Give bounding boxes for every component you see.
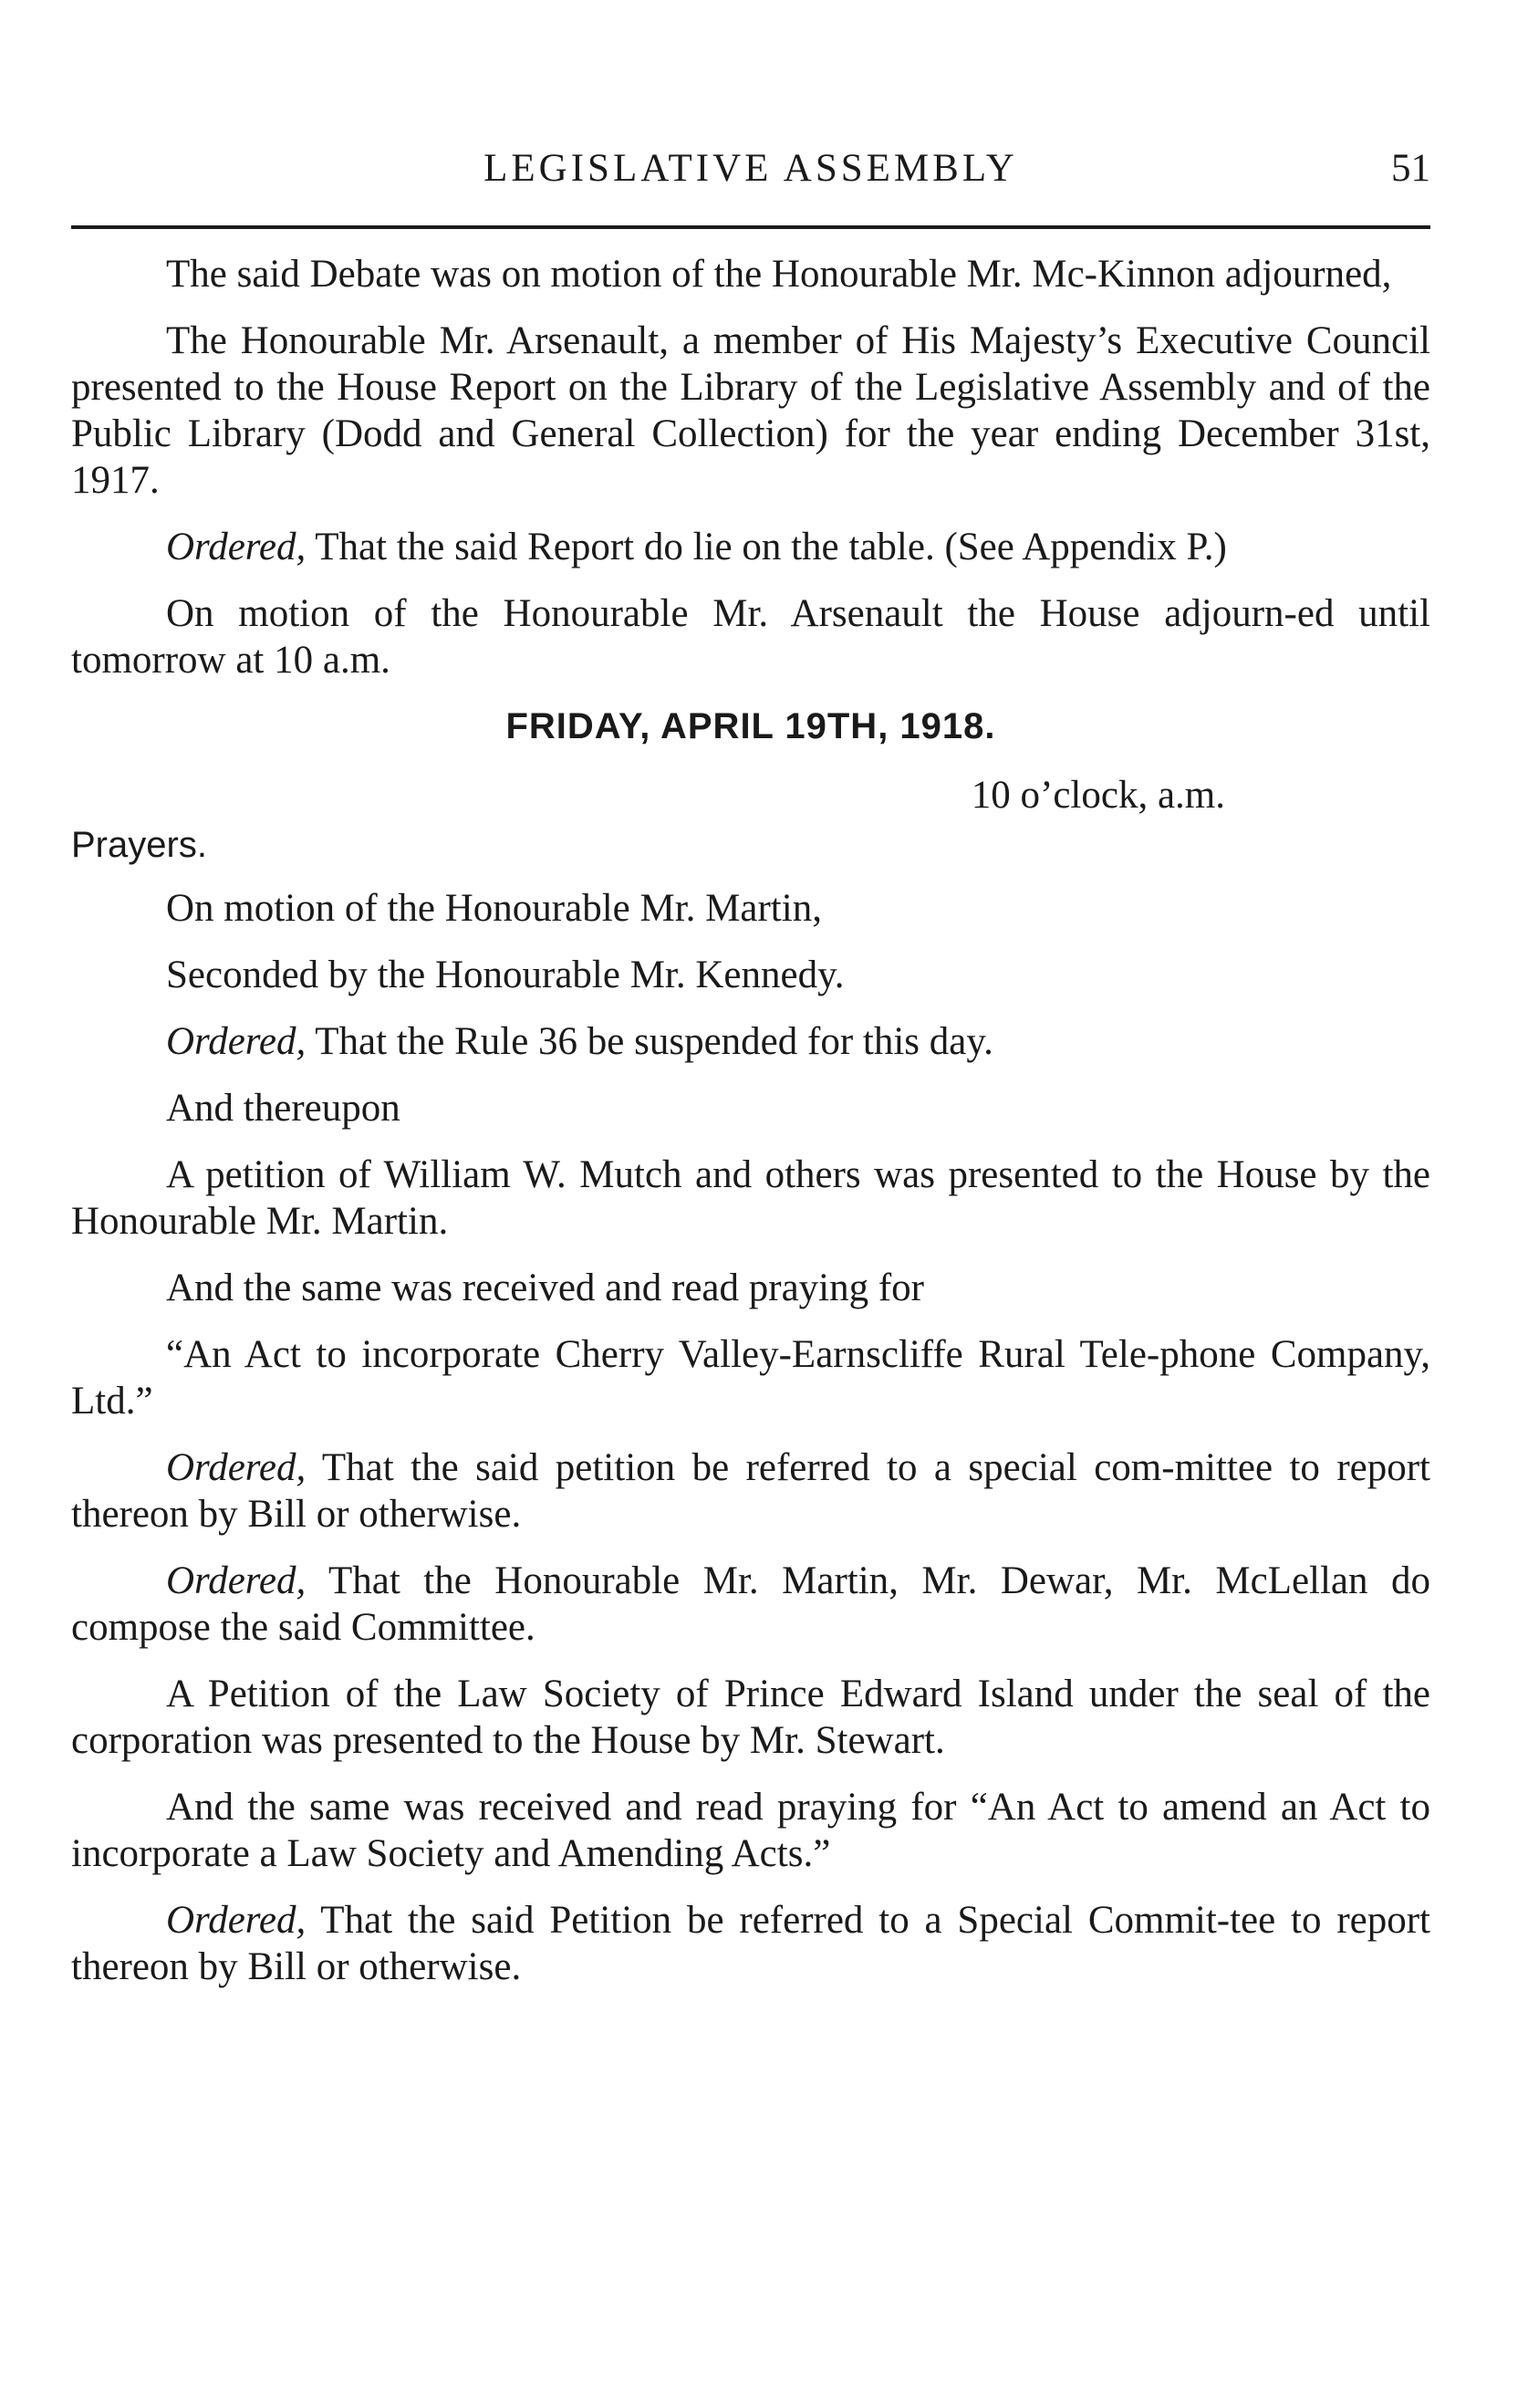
paragraph bbox=[71, 1671, 1430, 1764]
paragraph bbox=[71, 1331, 1430, 1424]
paragraph-text: “An Act to incorporate Cherry Valley-Earnscliffe Rural Tele-phone Company, Ltd.” bbox=[71, 1333, 1430, 1423]
paragraph-text: And the same was received and read praying for bbox=[166, 1267, 924, 1309]
ordered-lead: Ordered, bbox=[166, 1559, 307, 1602]
paragraph bbox=[71, 952, 1430, 998]
paragraph bbox=[71, 1018, 1430, 1065]
page-header bbox=[71, 146, 1430, 197]
paragraph-text: The said Debate was on motion of the Honourable Mr. Mc-Kinnon adjourned, bbox=[166, 253, 1392, 296]
paragraph-text: That the said Report do lie on the table. (See Appendix P.) bbox=[306, 526, 1227, 568]
header-rule bbox=[71, 225, 1430, 229]
paragraph bbox=[71, 524, 1430, 570]
paragraph-text: That the Rule 36 be suspended for this day. bbox=[306, 1020, 993, 1063]
ordered-lead: Ordered, bbox=[166, 1446, 307, 1489]
paragraph bbox=[71, 1152, 1430, 1245]
page-body bbox=[71, 251, 1430, 2010]
paragraph bbox=[71, 1265, 1430, 1311]
paragraph bbox=[71, 590, 1430, 683]
paragraph bbox=[71, 1558, 1430, 1651]
paragraph-text: And the same was received and read praying for “An Act to amend an Act to incorporate a Law Society and Amending Acts.” bbox=[71, 1786, 1430, 1875]
paragraph-text: That the Honourable Mr. Martin, Mr. Dewar, Mr. McLellan do compose the said Committee. bbox=[71, 1559, 1430, 1649]
paragraph-text: Seconded by the Honourable Mr. Kennedy. bbox=[166, 954, 845, 996]
paragraph-text: A petition of William W. Mutch and others was presented to the House by the Honourable Mr. Martin. bbox=[71, 1153, 1430, 1243]
paragraph-text: That the said Petition be referred to a Special Commit-tee to report thereon by Bill or otherwise. bbox=[71, 1899, 1430, 1988]
paragraph bbox=[71, 1784, 1430, 1877]
paragraph bbox=[71, 1444, 1430, 1538]
section-heading: FRIDAY, APRIL 19TH, 1918. bbox=[505, 706, 996, 746]
ordered-lead: Ordered, bbox=[166, 526, 307, 568]
paragraph bbox=[71, 251, 1430, 297]
paragraph bbox=[71, 885, 1430, 932]
paragraph bbox=[71, 1085, 1430, 1131]
paragraph-text: On motion of the Honourable Mr. Arsenault the House adjourn-ed until tomorrow at 10 a.m. bbox=[71, 592, 1430, 682]
prayers-label: Prayers. bbox=[71, 825, 207, 865]
paragraph-text: The Honourable Mr. Arsenault, a member of His Majesty’s Executive Council presented to the House Report on the Library of the Legislative Assembly and of the Public Library (Dodd and General Collection) for the year ending December 31st, 1917. bbox=[71, 319, 1430, 502]
ordered-lead: Ordered, bbox=[166, 1899, 307, 1942]
session-time: 10 o’clock, a.m. bbox=[971, 774, 1225, 817]
paragraph-text: On motion of the Honourable Mr. Martin, bbox=[166, 887, 822, 930]
running-title: LEGISLATIVE ASSEMBLY bbox=[483, 147, 1018, 190]
paragraph bbox=[71, 318, 1430, 504]
paragraph-text: A Petition of the Law Society of Prince Edward Island under the seal of the corporation was presented to the House by Mr. Stewart. bbox=[71, 1673, 1430, 1762]
paragraph bbox=[71, 1897, 1430, 1990]
ordered-lead: Ordered, bbox=[166, 1020, 307, 1063]
paragraph-text: And thereupon bbox=[166, 1087, 400, 1130]
page-number: 51 bbox=[1391, 147, 1430, 190]
paragraph-text: That the said petition be referred to a special com-mittee to report thereon by Bill or otherwise. bbox=[71, 1446, 1430, 1536]
